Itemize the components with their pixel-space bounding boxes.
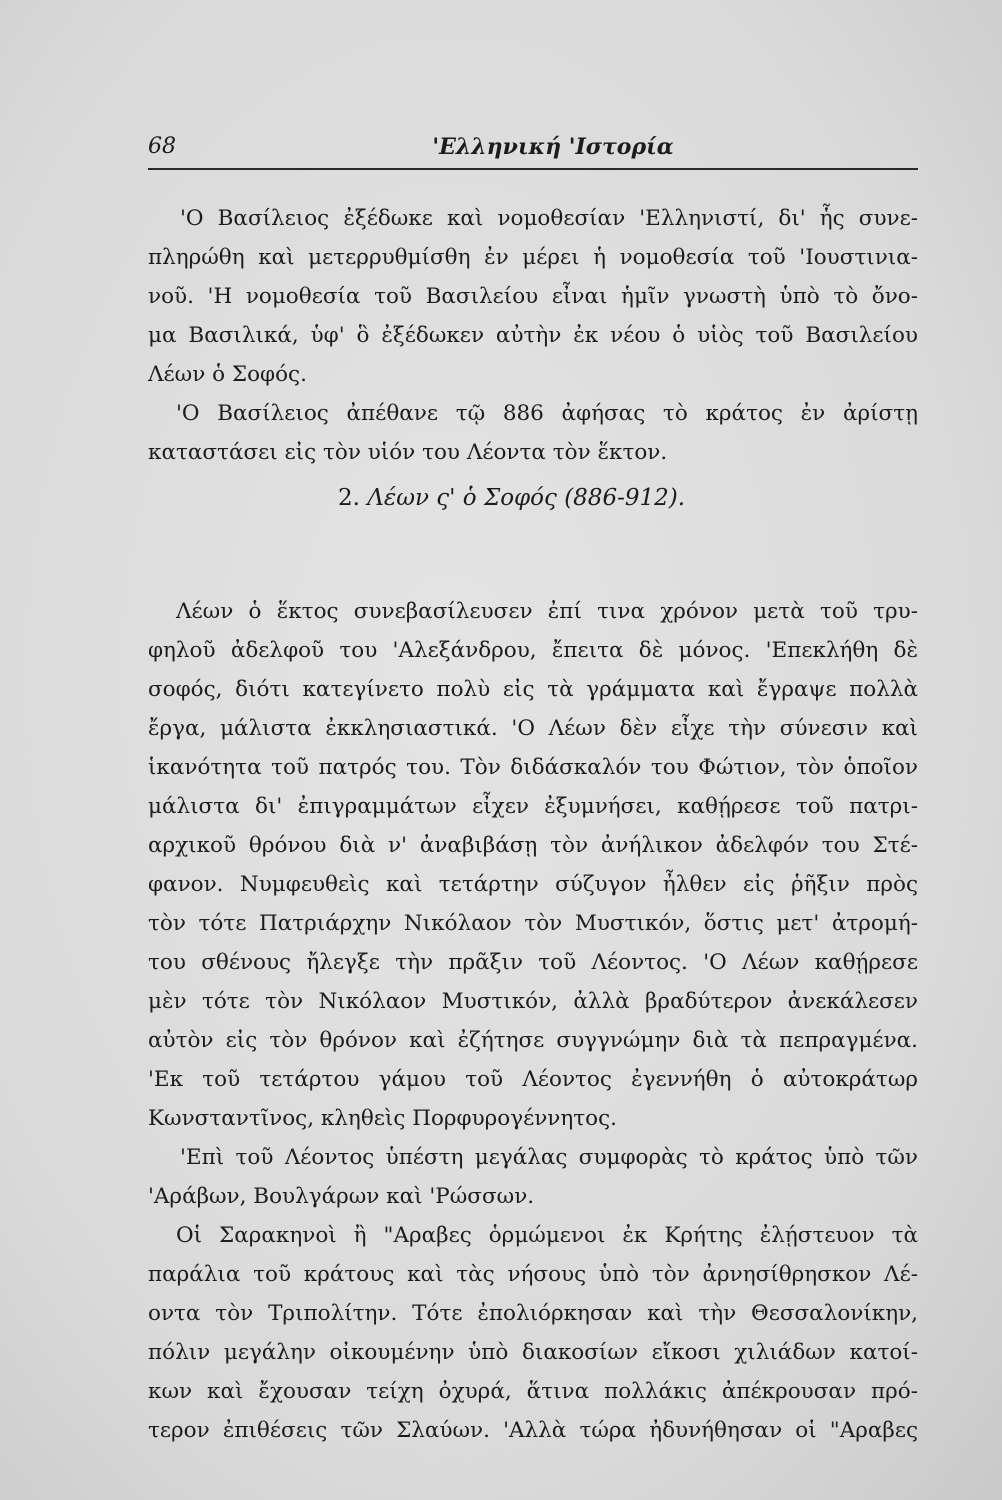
text-line: 'Ο Βασίλειος ἐξέδωκε καὶ νομοθεσίαν 'Ελληνιστί, δι' ἧς συνε- xyxy=(180,206,918,231)
text-line: ἔργα, μάλιστα ἐκκλησιαστικά. 'Ο Λέων δὲν εἶχε τὴν σύνεσιν καὶ xyxy=(148,716,918,741)
text-line: τὸν τότε Πατριάρχην Νικόλαον τὸν Μυστικόν, ὅστις μετ' ἀτρομή- xyxy=(148,911,918,936)
paragraph-basil-legislation xyxy=(148,199,918,394)
text-line: φανον. Νυμφευθεὶς καὶ τετάρτην σύζυγον ἦλθεν εἰς ῥῆξιν πρὸς xyxy=(148,872,918,897)
text-line: του σθένους ἤλεγξε τὴν πρᾶξιν τοῦ Λέοντος. 'Ο Λέων καθῄρεσε xyxy=(148,950,918,975)
text-line: φηλοῦ ἀδελφοῦ του 'Αλεξάνδρου, ἔπειτα δὲ μόνος. 'Επεκλήθη δὲ xyxy=(148,638,918,663)
text-line: Κωνσταντῖνος, κληθεὶς Πορφυρογέννητος. xyxy=(148,1106,617,1131)
page-body xyxy=(148,199,918,1450)
paragraph-saracens xyxy=(148,1216,918,1450)
text-line: Λέων ὁ Σοφός. xyxy=(148,362,307,387)
text-line: μὲν τότε τὸν Νικόλαον Μυστικόν, ἀλλὰ βραδύτερον ἀνεκάλεσεν xyxy=(148,989,918,1014)
text-line: 'Αράβων, Βουλγάρων καὶ 'Ρώσσων. xyxy=(148,1184,535,1209)
text-line: Οἱ Σαρακηνοὶ ἢ "Αραβες ὁρμώμενοι ἐκ Κρήτης ἐλῄστευον τὰ xyxy=(176,1223,918,1248)
paragraph-basil-death xyxy=(148,394,918,472)
text-line: μα Βασιλικά, ὑφ' ὃ ἐξέδωκεν αὐτὴν ἐκ νέου ὁ υἱὸς τοῦ Βασιλείου xyxy=(148,323,918,348)
text-line: Λέων ὁ ἕκτος συνεβασίλευσεν ἐπί τινα χρόνον μετὰ τοῦ τρυ- xyxy=(176,599,918,624)
paragraph-leo-reign xyxy=(148,592,918,1138)
text-line: νοῦ. 'Η νομοθεσία τοῦ Βασιλείου εἶναι ἡμῖν γνωστὴ ὑπὸ τὸ ὄνο- xyxy=(148,284,918,309)
section-heading-block xyxy=(148,472,918,592)
text-line: ἱκανότητα τοῦ πατρός του. Τὸν διδάσκαλόν του Φώτιον, τὸν ὁποῖον xyxy=(148,755,918,780)
section-title: Λέων ς' ὁ Σοφός xyxy=(367,485,557,511)
section-number: 2. xyxy=(338,485,360,511)
page-header xyxy=(148,128,918,168)
text-line: καταστάσει εἰς τὸν υἱόν του Λέοντα τὸν ἕκτον. xyxy=(148,440,668,465)
text-line: αὐτὸν εἰς τὸν θρόνον καὶ ἐζήτησε συγγνώμην διὰ τὰ πεπραγμένα. xyxy=(148,1028,918,1053)
text-line: σοφός, διότι κατεγίνετο πολὺ εἰς τὰ γράμματα καὶ ἔγραψε πολλὰ xyxy=(148,677,918,702)
text-line: μάλιστα δι' ἐπιγραμμάτων εἶχεν ἐξυμνήσει, καθῄρεσε τοῦ πατρι- xyxy=(148,794,918,819)
text-line: κων καὶ ἔχουσαν τείχη ὀχυρά, ἅτινα πολλάκις ἀπέκρουσαν πρό- xyxy=(148,1379,918,1404)
running-title: 'Ελληνική 'Ιστορία xyxy=(432,134,674,160)
section-heading xyxy=(338,485,685,511)
page-number: 68 xyxy=(148,134,176,159)
text-line: τερον ἐπιθέσεις τῶν Σλαύων. 'Αλλὰ τώρα ἠδυνήθησαν οἱ "Αραβες xyxy=(148,1418,918,1443)
text-line: παράλια τοῦ κράτους καὶ τὰς νήσους ὑπὸ τὸν ἀρνησίθρησκον Λέ- xyxy=(148,1262,918,1287)
text-line: 'Ο Βασίλειος ἀπέθανε τῷ 886 ἀφήσας τὸ κράτος ἐν ἀρίστῃ xyxy=(176,401,918,426)
paragraph-misfortunes xyxy=(148,1138,918,1216)
header-rule xyxy=(148,168,918,170)
text-line: οντα τὸν Τριπολίτην. Τότε ἐπολιόρκησαν καὶ τὴν Θεσσαλονίκην, xyxy=(148,1301,918,1326)
text-line: πληρώθη καὶ μετερρυθμίσθη ἐν μέρει ἡ νομοθεσία τοῦ 'Ιουστινια- xyxy=(148,245,918,270)
section-dates: (886-912). xyxy=(564,485,686,511)
text-line: 'Εκ τοῦ τετάρτου γάμου τοῦ Λέοντος ἐγεννήθη ὁ αὐτοκράτωρ xyxy=(148,1067,918,1092)
text-line: πόλιν μεγάλην οἰκουμένην ὑπὸ διακοσίων εἴκοσι χιλιάδων κατοί- xyxy=(148,1340,918,1365)
text-line: 'Επὶ τοῦ Λέοντος ὑπέστη μεγάλας συμφορὰς τὸ κράτος ὑπὸ τῶν xyxy=(180,1145,918,1170)
text-line: αρχικοῦ θρόνου διὰ ν' ἀναβιβάσῃ τὸν ἀνήλικον ἀδελφόν του Στέ- xyxy=(148,833,918,858)
